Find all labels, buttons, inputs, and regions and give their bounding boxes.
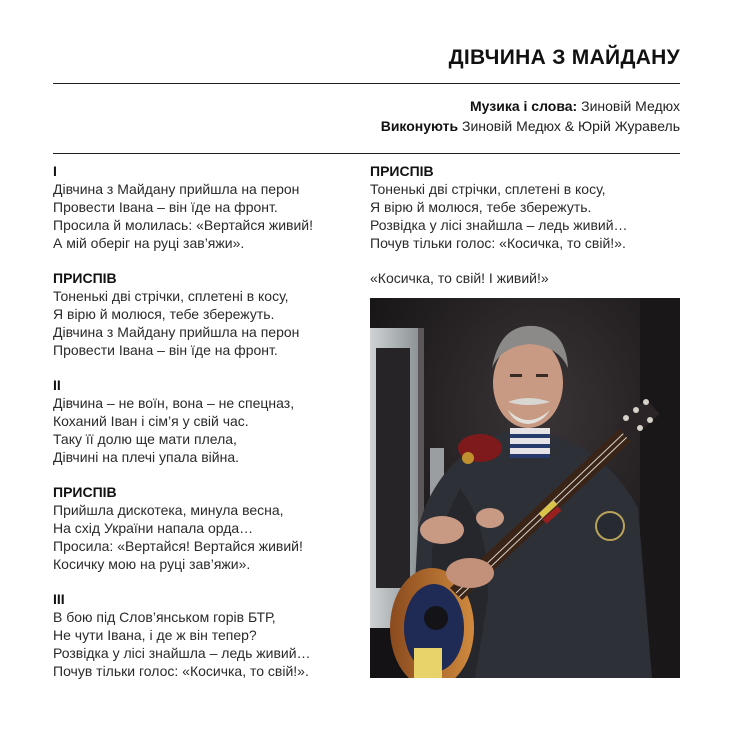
lyric-line: Просила: «Вертайся! Вертайся живий! bbox=[53, 538, 303, 554]
performers-credit-label: Виконують bbox=[380, 118, 459, 134]
performer-with-guitar-photo-icon bbox=[370, 298, 680, 678]
section-heading: I bbox=[53, 163, 57, 179]
performer-photo bbox=[370, 298, 680, 678]
lyrics-right-column bbox=[370, 162, 680, 287]
lyric-line: Розвідка у лісі знайшла – ледь живий… bbox=[370, 217, 628, 233]
lyric-line: Просила й молилась: «Вертайся живий! bbox=[53, 217, 314, 233]
lyric-line: Прийшла дискотека, минула весна, bbox=[53, 502, 284, 518]
lyric-line: Дівчині на плечі упала війна. bbox=[53, 449, 240, 465]
lyric-line: Дівчина з Майдану прийшла на перон bbox=[53, 181, 300, 197]
music-credit-label: Музика і слова: bbox=[470, 98, 578, 114]
credits-divider bbox=[53, 153, 680, 154]
lyric-line: Косичку мою на руці зав’яжи». bbox=[53, 556, 251, 572]
lyric-line: Коханий Іван і сім’я у свій час. bbox=[53, 413, 249, 429]
music-credit bbox=[381, 96, 680, 116]
section-heading: III bbox=[53, 591, 65, 607]
section-heading: ПРИСПІВ bbox=[53, 270, 117, 286]
chorus-1 bbox=[53, 269, 353, 359]
lyric-line: Провести Івана – він їде на фронт. bbox=[53, 199, 278, 215]
section-heading: ПРИСПІВ bbox=[370, 163, 434, 179]
verse-3 bbox=[53, 590, 353, 680]
lyric-line: На схід України напала орда… bbox=[53, 520, 254, 536]
lyric-line: Розвідка у лісі знайшла – ледь живий… bbox=[53, 645, 311, 661]
section-heading: ПРИСПІВ bbox=[53, 484, 117, 500]
performers-credit-value: Зиновій Медюх & Юрій Журавель bbox=[462, 118, 680, 134]
lyric-line: В бою під Слов’янськом горів БТР, bbox=[53, 609, 276, 625]
lyrics-left-column bbox=[53, 162, 353, 697]
lyric-line: Почув тільки голос: «Косичка, то свій!». bbox=[370, 235, 626, 251]
lyric-line: Таку її долю ще мати плела, bbox=[53, 431, 237, 447]
lyric-line: Провести Івана – він їде на фронт. bbox=[53, 342, 278, 358]
title-divider bbox=[53, 83, 680, 84]
music-credit-value: Зиновій Медюх bbox=[581, 98, 680, 114]
chorus-2 bbox=[53, 483, 353, 573]
chorus-3 bbox=[370, 162, 680, 252]
song-credits bbox=[381, 96, 680, 136]
lyric-line: Я вірю й молюся, тебе збережуть. bbox=[53, 306, 275, 322]
lyric-line: Тоненькі дві стрічки, сплетені в косу, bbox=[370, 181, 606, 197]
section-heading: II bbox=[53, 377, 61, 393]
performers-credit bbox=[381, 116, 680, 136]
closing-line: «Косичка, то свій! І живий!» bbox=[370, 270, 549, 286]
lyric-line: Я вірю й молюся, тебе збережуть. bbox=[370, 199, 592, 215]
lyric-line: Не чути Івана, і де ж він тепер? bbox=[53, 627, 257, 643]
lyric-line: Тоненькі дві стрічки, сплетені в косу, bbox=[53, 288, 289, 304]
lyric-line: Почув тільки голос: «Косичка, то свій!». bbox=[53, 663, 309, 679]
lyric-line: А мій оберіг на руці зав’яжи». bbox=[53, 235, 245, 251]
song-title: ДІВЧИНА З МАЙДАНУ bbox=[448, 46, 680, 69]
lyric-line: Дівчина з Майдану прийшла на перон bbox=[53, 324, 300, 340]
verse-1 bbox=[53, 162, 353, 252]
lyric-line: Дівчина – не воїн, вона – не спецназ, bbox=[53, 395, 295, 411]
verse-2 bbox=[53, 376, 353, 466]
